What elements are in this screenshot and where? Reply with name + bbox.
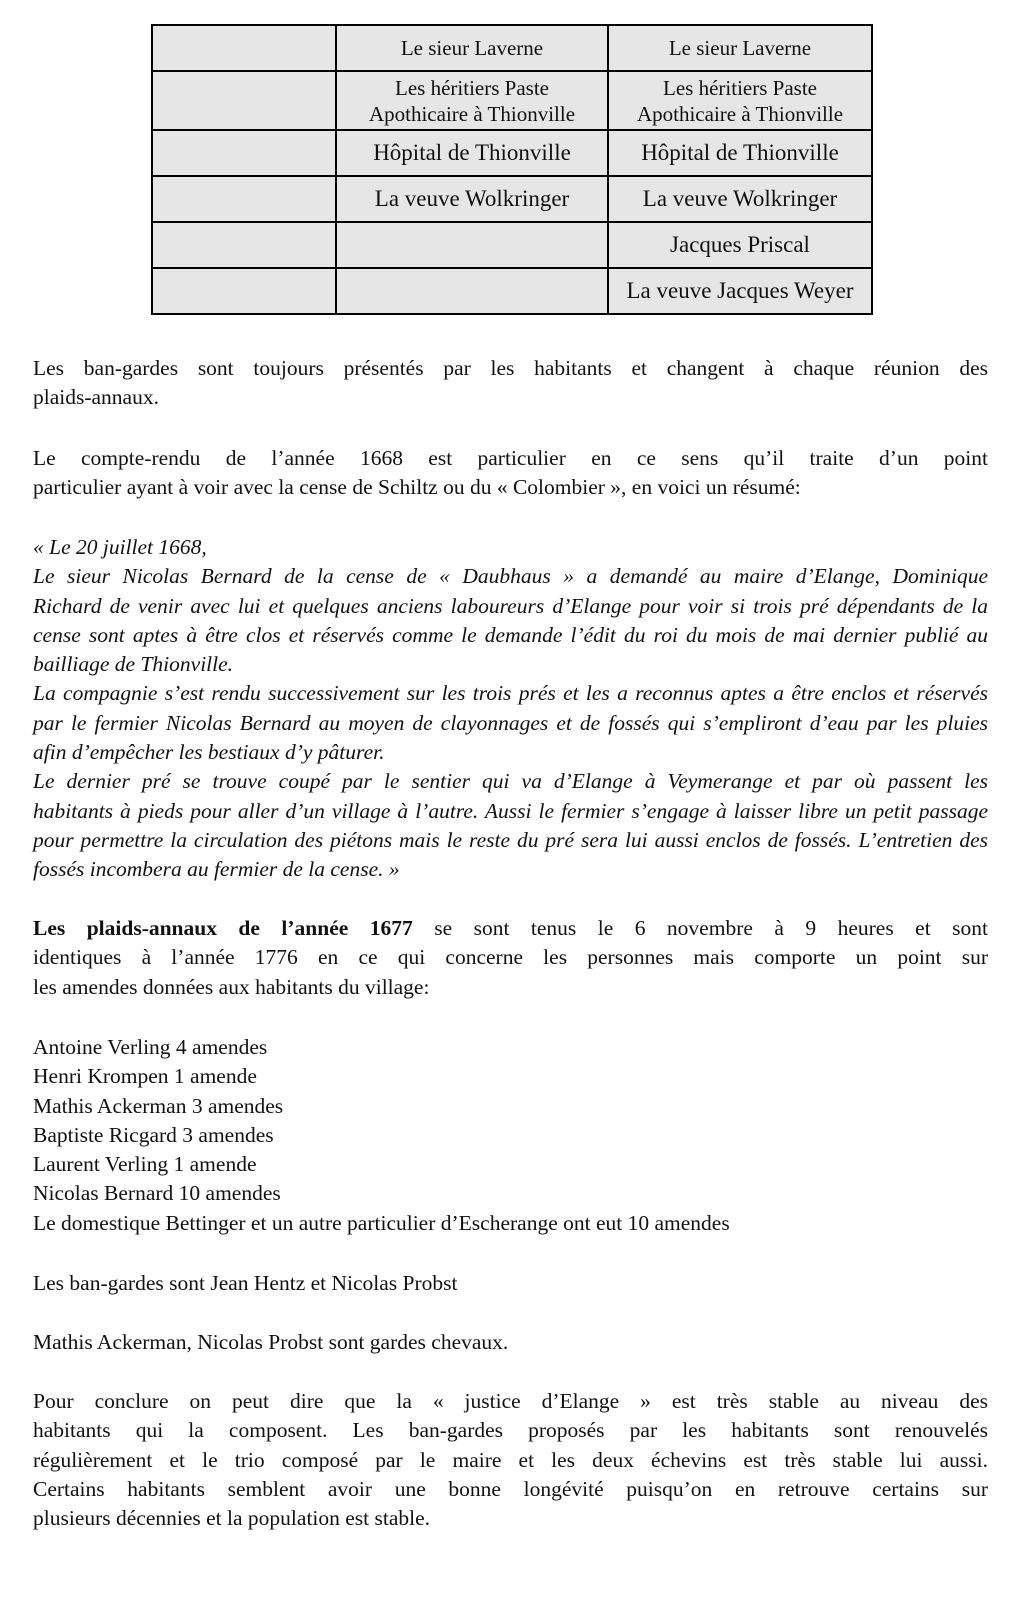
table-cell <box>336 222 608 268</box>
text-line: par le fermier Nicolas Bernard au moyen de clayonnages et de fossés qui s’empliront d’eau par les pluies <box>33 710 988 735</box>
cell-text: Le sieur Laverne <box>668 35 812 60</box>
text-line: plusieurs décennies et la population est stable. <box>33 1506 431 1531</box>
table-cell <box>608 222 872 268</box>
text-line: habitants à pieds pour aller d’un village à l’autre. Aussi le fermier s’engage à laisser libre un petit passage <box>33 798 988 823</box>
table-row <box>152 25 872 71</box>
text-line: plaids-annaux. <box>33 385 159 410</box>
table-cell <box>336 25 608 71</box>
list-item: Laurent Verling 1 amende <box>33 1152 257 1177</box>
text-line: Mathis Ackerman, Nicolas Probst sont gardes chevaux. <box>33 1330 509 1354</box>
cell-text: Apothicaire à Thionville <box>368 101 576 126</box>
text-line: identiques à l’année 1776 en ce qui concerne les personnes mais comporte un point sur <box>33 945 988 970</box>
text-line: Le compte-rendu de l’année 1668 est particulier en ce sens qu’il traite d’un point <box>33 446 988 470</box>
paragraph-ban-gardes <box>33 354 988 413</box>
text-line: Richard de venir avec lui et quelques anciens laboureurs d’Elange pour voir si trois pré dépendants de la <box>33 593 988 618</box>
text-line: Le dernier pré se trouve coupé par le sentier qui va d’Elange à Veymerange et par où passent les <box>33 769 988 794</box>
table-cell <box>608 130 872 176</box>
table-cell <box>152 71 336 130</box>
table-row <box>152 130 872 176</box>
table-cell <box>608 176 872 222</box>
cell-text: Jacques Priscal <box>670 232 810 257</box>
table-cell <box>608 25 872 71</box>
list-item: Henri Krompen 1 amende <box>33 1064 257 1089</box>
table-cell <box>608 71 872 130</box>
paragraph-plaids-1677 <box>33 914 988 1002</box>
paragraph-conclusion <box>33 1387 988 1533</box>
table-cell <box>152 25 336 71</box>
cell-text: Apothicaire à Thionville <box>636 101 844 126</box>
cell-text: Le sieur Laverne <box>400 35 544 60</box>
text-line: Les ban-gardes sont toujours présentés par les habitants et changent à chaque réunion des <box>33 356 988 380</box>
text-line: les amendes données aux habitants du village: <box>33 974 430 999</box>
table-cell <box>336 176 608 222</box>
table-row <box>152 222 872 268</box>
table-row <box>152 71 872 130</box>
list-item: Nicolas Bernard 10 amendes <box>33 1181 281 1206</box>
table-cell <box>336 130 608 176</box>
text-line: La compagnie s’est rendu successivement sur les trois prés et les a reconnus aptes a être enclos et réservés <box>33 681 988 706</box>
cell-text: Hôpital de Thionville <box>641 140 839 165</box>
text-line: habitants qui la composent. Les ban-gardes proposés par les habitants sont renouvelés <box>33 1418 988 1443</box>
text-line: bailliage de Thionville. <box>33 652 234 677</box>
text-line <box>33 914 988 943</box>
cell-text: Les héritiers Paste <box>663 75 817 100</box>
table-row <box>152 176 872 222</box>
list-item: Mathis Ackerman 3 amendes <box>33 1093 284 1118</box>
text-line: Certains habitants semblent avoir une bonne longévité puisqu’on en retrouve certains sur <box>33 1476 988 1501</box>
list-item: Antoine Verling 4 amendes <box>33 1035 268 1059</box>
text-line: cense sont aptes à être clos et réservés comme le demande l’édit du roi du mois de mai dernier publié au <box>33 622 988 647</box>
paragraph-compte-rendu-1668 <box>33 444 988 503</box>
text-line: Pour conclure on peut dire que la « justice d’Elange » est très stable au niveau des <box>33 1389 988 1413</box>
bold-heading: Les plaids-annaux de l’année 1677 <box>33 916 413 940</box>
cell-text: La veuve Wolkringer <box>374 186 570 211</box>
text-line: particulier ayant à voir avec la cense de Schiltz ou du « Colombier », en voici un résumé: <box>33 475 801 500</box>
text-line: Les ban-gardes sont Jean Hentz et Nicolas Probst <box>33 1271 458 1295</box>
list-item: Baptiste Ricgard 3 amendes <box>33 1122 274 1147</box>
table-cell <box>336 71 608 130</box>
text-line: Le sieur Nicolas Bernard de la cense de « Daubhaus » a demandé au maire d’Elange, Dominique <box>33 564 988 589</box>
fines-list <box>33 1033 988 1238</box>
census-table <box>151 24 873 315</box>
cell-text: Les héritiers Paste <box>395 75 549 100</box>
text-line: fossés incombera au fermier de la cense. » <box>33 857 400 882</box>
paragraph-ban-gardes-1677 <box>33 1269 988 1298</box>
cell-text: La veuve Wolkringer <box>642 186 838 211</box>
text-run: se sont tenus le 6 novembre à 9 heures et sont <box>412 916 988 940</box>
quote-1668 <box>33 533 988 885</box>
table-cell <box>152 222 336 268</box>
cell-text: Hôpital de Thionville <box>373 140 571 165</box>
text-line: régulièrement et le trio composé par le maire et les deux échevins est très stable lui aussi. <box>33 1447 988 1472</box>
text-line: afin d’empêcher les bestiaux d’y pâturer. <box>33 740 385 765</box>
cell-text: La veuve Jacques Weyer <box>626 278 854 303</box>
text-line: « Le 20 juillet 1668, <box>33 535 207 559</box>
table-cell <box>336 268 608 314</box>
list-item: Le domestique Bettinger et un autre particulier d’Escherange ont eut 10 amendes <box>33 1210 730 1235</box>
text-line: pour permettre la circulation des piétons mais le reste du pré sera lui aussi enclos de fossés. L’entretien des <box>33 827 988 852</box>
paragraph-gardes-chevaux <box>33 1328 988 1357</box>
table-cell <box>152 268 336 314</box>
table-cell <box>152 176 336 222</box>
table-cell <box>608 268 872 314</box>
table-row <box>152 268 872 314</box>
table-cell <box>152 130 336 176</box>
